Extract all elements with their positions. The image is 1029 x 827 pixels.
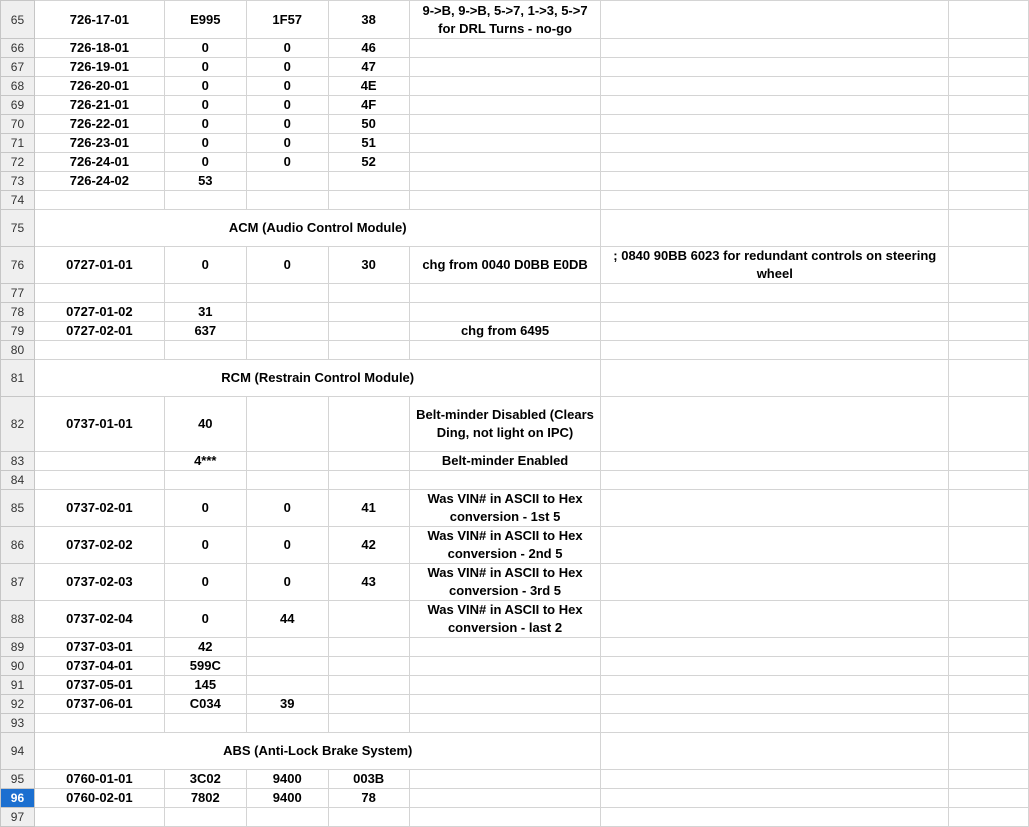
cell-g[interactable] [949, 1, 1029, 39]
cell-d[interactable]: 43 [328, 564, 409, 601]
cell-b[interactable]: 637 [164, 322, 246, 341]
cell-c[interactable]: 0 [246, 77, 328, 96]
cell-f[interactable] [601, 39, 949, 58]
cell-d[interactable] [328, 638, 409, 657]
cell-c[interactable]: 39 [246, 695, 328, 714]
table-row [1, 490, 1029, 527]
cell-d[interactable] [328, 714, 409, 733]
cell-b[interactable]: 0 [164, 601, 246, 638]
table-row [1, 733, 1029, 770]
row-header[interactable]: 80 [1, 341, 35, 360]
cell-g[interactable] [949, 695, 1029, 714]
cell-f[interactable] [601, 115, 949, 134]
cell-b[interactable]: 3C02 [164, 770, 246, 789]
row-header[interactable]: 89 [1, 638, 35, 657]
cell-d[interactable] [328, 657, 409, 676]
cell-b[interactable]: 0 [164, 134, 246, 153]
cell-c[interactable]: 0 [246, 115, 328, 134]
cell-f[interactable] [601, 527, 949, 564]
cell-c[interactable] [246, 657, 328, 676]
cell-b[interactable]: 0 [164, 115, 246, 134]
table-row [1, 360, 1029, 397]
cell-g[interactable] [949, 527, 1029, 564]
cell-f[interactable] [601, 601, 949, 638]
table-row [1, 601, 1029, 638]
cell-e[interactable] [409, 115, 601, 134]
cell-f[interactable] [601, 676, 949, 695]
cell-f[interactable] [601, 172, 949, 191]
table-row [1, 172, 1029, 191]
cell-a[interactable]: 0760-02-01 [34, 789, 164, 808]
cell-g[interactable] [949, 153, 1029, 172]
cell-f[interactable] [601, 1, 949, 39]
cell-g[interactable] [949, 341, 1029, 360]
row-header[interactable]: 78 [1, 303, 35, 322]
table-row [1, 527, 1029, 564]
table-row [1, 247, 1029, 284]
cell-c[interactable]: 0 [246, 96, 328, 115]
cell-g[interactable] [949, 322, 1029, 341]
cell-b[interactable]: 145 [164, 676, 246, 695]
cell-c[interactable] [246, 452, 328, 471]
table-row [1, 153, 1029, 172]
row-header[interactable]: 70 [1, 115, 35, 134]
cell-b[interactable]: 0 [164, 564, 246, 601]
cell-e[interactable] [409, 471, 601, 490]
cell-f[interactable] [601, 96, 949, 115]
row-header[interactable]: 83 [1, 452, 35, 471]
cell-g[interactable] [949, 172, 1029, 191]
cell-f[interactable] [601, 134, 949, 153]
cell-b[interactable]: 0 [164, 58, 246, 77]
row-header[interactable]: 66 [1, 39, 35, 58]
cell-a[interactable]: 0760-01-01 [34, 770, 164, 789]
cell-a[interactable]: 0737-05-01 [34, 676, 164, 695]
cell-a[interactable]: 0737-02-04 [34, 601, 164, 638]
cell-e[interactable] [409, 284, 601, 303]
row-header[interactable]: 79 [1, 322, 35, 341]
row-header[interactable]: 90 [1, 657, 35, 676]
cell-d[interactable] [328, 676, 409, 695]
row-header[interactable]: 87 [1, 564, 35, 601]
table-row [1, 657, 1029, 676]
cell-e[interactable] [409, 789, 601, 808]
table-row [1, 134, 1029, 153]
cell-c[interactable]: 1F57 [246, 1, 328, 39]
cell-b[interactable]: 0 [164, 96, 246, 115]
cell-d[interactable]: 46 [328, 39, 409, 58]
row-header[interactable]: 93 [1, 714, 35, 733]
cell-d[interactable] [328, 303, 409, 322]
row-header[interactable]: 92 [1, 695, 35, 714]
cell-d[interactable]: 38 [328, 1, 409, 39]
row-header[interactable]: 69 [1, 96, 35, 115]
table-row [1, 58, 1029, 77]
cell-a[interactable]: 0727-01-01 [34, 247, 164, 284]
row-header[interactable]: 91 [1, 676, 35, 695]
cell-d[interactable]: 4F [328, 96, 409, 115]
cell-b[interactable]: 599C [164, 657, 246, 676]
row-header[interactable]: 88 [1, 601, 35, 638]
cell-b[interactable]: 7802 [164, 789, 246, 808]
cell-c[interactable]: 0 [246, 564, 328, 601]
cell-b[interactable]: 0 [164, 490, 246, 527]
cell-g[interactable] [949, 638, 1029, 657]
cell-e[interactable] [409, 172, 601, 191]
cell-g[interactable] [949, 808, 1029, 827]
cell-c[interactable] [246, 676, 328, 695]
cell-d[interactable]: 78 [328, 789, 409, 808]
table-row [1, 638, 1029, 657]
cell-e[interactable]: 9->B, 9->B, 5->7, 1->3, 5->7 for DRL Turns - no-go [409, 1, 601, 39]
cell-e[interactable] [409, 808, 601, 827]
table-row [1, 341, 1029, 360]
cell-d[interactable]: 42 [328, 527, 409, 564]
cell-g[interactable] [949, 360, 1029, 397]
cell-f[interactable] [601, 657, 949, 676]
cell-d[interactable] [328, 322, 409, 341]
table-row [1, 676, 1029, 695]
cell-e[interactable] [409, 638, 601, 657]
cell-b[interactable]: E995 [164, 1, 246, 39]
cell-a[interactable]: 0727-02-01 [34, 322, 164, 341]
cell-g[interactable] [949, 733, 1029, 770]
table-row [1, 39, 1029, 58]
cell-g[interactable] [949, 303, 1029, 322]
cell-c[interactable]: 0 [246, 247, 328, 284]
table-row [1, 471, 1029, 490]
cell-f[interactable] [601, 564, 949, 601]
table-row [1, 789, 1029, 808]
cell-b[interactable]: 4*** [164, 452, 246, 471]
cell-d[interactable] [328, 695, 409, 714]
cell-f[interactable] [601, 638, 949, 657]
row-header[interactable]: 94 [1, 733, 35, 770]
cell-a[interactable]: 726-19-01 [34, 58, 164, 77]
cell-d[interactable] [328, 341, 409, 360]
row-header[interactable]: 97 [1, 808, 35, 827]
cell-a[interactable]: 0737-03-01 [34, 638, 164, 657]
cell-e[interactable]: Was VIN# in ASCII to Hex conversion - last 2 [409, 601, 601, 638]
section-title-cell[interactable]: ABS (Anti-Lock Brake System) [34, 733, 600, 770]
cell-f[interactable] [601, 490, 949, 527]
cell-d[interactable] [328, 172, 409, 191]
cell-c[interactable]: 44 [246, 601, 328, 638]
cell-c[interactable] [246, 284, 328, 303]
cell-d[interactable]: 30 [328, 247, 409, 284]
cell-e[interactable] [409, 77, 601, 96]
table-row [1, 77, 1029, 96]
cell-b[interactable] [164, 284, 246, 303]
cell-g[interactable] [949, 770, 1029, 789]
cell-f[interactable] [601, 789, 949, 808]
cell-g[interactable] [949, 210, 1029, 247]
table-row [1, 397, 1029, 452]
cell-g[interactable] [949, 134, 1029, 153]
row-header[interactable]: 85 [1, 490, 35, 527]
cell-a[interactable] [34, 714, 164, 733]
row-header[interactable]: 74 [1, 191, 35, 210]
cell-e[interactable]: Was VIN# in ASCII to Hex conversion - 1st 5 [409, 490, 601, 527]
cell-g[interactable] [949, 247, 1029, 284]
cell-a[interactable] [34, 808, 164, 827]
cell-d[interactable]: 52 [328, 153, 409, 172]
row-header[interactable]: 67 [1, 58, 35, 77]
cell-b[interactable]: 0 [164, 527, 246, 564]
cell-c[interactable]: 0 [246, 134, 328, 153]
cell-b[interactable]: 0 [164, 153, 246, 172]
cell-b[interactable]: 42 [164, 638, 246, 657]
cell-f[interactable] [601, 191, 949, 210]
cell-f[interactable] [601, 284, 949, 303]
cell-c[interactable] [246, 172, 328, 191]
row-header[interactable]: 68 [1, 77, 35, 96]
cell-b[interactable]: 0 [164, 247, 246, 284]
cell-f[interactable] [601, 58, 949, 77]
cell-e[interactable] [409, 770, 601, 789]
cell-f[interactable] [601, 733, 949, 770]
cell-d[interactable]: 51 [328, 134, 409, 153]
cell-b[interactable] [164, 341, 246, 360]
cell-f[interactable] [601, 322, 949, 341]
cell-f[interactable]: ; 0840 90BB 6023 for redundant controls on steering wheel [601, 247, 949, 284]
cell-g[interactable] [949, 789, 1029, 808]
cell-c[interactable] [246, 397, 328, 452]
row-header[interactable]: 81 [1, 360, 35, 397]
cell-e[interactable]: Was VIN# in ASCII to Hex conversion - 2nd 5 [409, 527, 601, 564]
row-header[interactable]: 73 [1, 172, 35, 191]
cell-a[interactable]: 726-23-01 [34, 134, 164, 153]
cell-c[interactable] [246, 322, 328, 341]
cell-a[interactable] [34, 191, 164, 210]
cell-c[interactable]: 9400 [246, 789, 328, 808]
row-header[interactable]: 76 [1, 247, 35, 284]
cell-d[interactable]: 47 [328, 58, 409, 77]
row-header[interactable]: 75 [1, 210, 35, 247]
table-row [1, 1, 1029, 39]
cell-g[interactable] [949, 77, 1029, 96]
cell-g[interactable] [949, 284, 1029, 303]
table-row [1, 695, 1029, 714]
cell-a[interactable]: 0727-01-02 [34, 303, 164, 322]
cell-d[interactable] [328, 284, 409, 303]
row-header[interactable]: 77 [1, 284, 35, 303]
cell-f[interactable] [601, 303, 949, 322]
table-row [1, 303, 1029, 322]
table-row [1, 808, 1029, 827]
cell-e[interactable]: Was VIN# in ASCII to Hex conversion - 3rd 5 [409, 564, 601, 601]
cell-a[interactable] [34, 452, 164, 471]
cell-d[interactable] [328, 601, 409, 638]
cell-a[interactable]: 726-21-01 [34, 96, 164, 115]
cell-e[interactable]: Belt-minder Enabled [409, 452, 601, 471]
cell-g[interactable] [949, 58, 1029, 77]
cell-a[interactable]: 726-20-01 [34, 77, 164, 96]
cell-c[interactable]: 0 [246, 58, 328, 77]
cell-b[interactable]: C034 [164, 695, 246, 714]
row-header[interactable]: 96 [1, 789, 35, 808]
cell-e[interactable] [409, 134, 601, 153]
cell-b[interactable]: 0 [164, 39, 246, 58]
cell-a[interactable]: 0737-02-03 [34, 564, 164, 601]
cell-e[interactable] [409, 676, 601, 695]
table-row [1, 714, 1029, 733]
cell-e[interactable]: chg from 6495 [409, 322, 601, 341]
cell-a[interactable]: 0737-06-01 [34, 695, 164, 714]
cell-b[interactable] [164, 714, 246, 733]
cell-c[interactable] [246, 638, 328, 657]
cell-e[interactable] [409, 657, 601, 676]
section-title-cell[interactable]: RCM (Restrain Control Module) [34, 360, 600, 397]
cell-f[interactable] [601, 210, 949, 247]
cell-a[interactable]: 726-24-02 [34, 172, 164, 191]
cell-g[interactable] [949, 452, 1029, 471]
cell-c[interactable] [246, 303, 328, 322]
cell-d[interactable]: 41 [328, 490, 409, 527]
table-row [1, 191, 1029, 210]
cell-c[interactable] [246, 341, 328, 360]
cell-g[interactable] [949, 564, 1029, 601]
cell-g[interactable] [949, 115, 1029, 134]
cell-e[interactable] [409, 303, 601, 322]
cell-b[interactable]: 53 [164, 172, 246, 191]
table-row [1, 564, 1029, 601]
cell-g[interactable] [949, 676, 1029, 695]
cell-f[interactable] [601, 714, 949, 733]
row-header[interactable]: 72 [1, 153, 35, 172]
cell-d[interactable] [328, 191, 409, 210]
cell-b[interactable] [164, 808, 246, 827]
cell-a[interactable]: 726-22-01 [34, 115, 164, 134]
cell-d[interactable]: 003B [328, 770, 409, 789]
cell-a[interactable] [34, 471, 164, 490]
cell-f[interactable] [601, 77, 949, 96]
cell-e[interactable] [409, 58, 601, 77]
cell-c[interactable]: 0 [246, 153, 328, 172]
cell-a[interactable]: 726-18-01 [34, 39, 164, 58]
row-header[interactable]: 82 [1, 397, 35, 452]
cell-a[interactable]: 0737-02-02 [34, 527, 164, 564]
row-header[interactable]: 65 [1, 1, 35, 39]
cell-d[interactable]: 4E [328, 77, 409, 96]
cell-c[interactable]: 9400 [246, 770, 328, 789]
cell-g[interactable] [949, 39, 1029, 58]
cell-f[interactable] [601, 341, 949, 360]
cell-b[interactable]: 40 [164, 397, 246, 452]
cell-g[interactable] [949, 96, 1029, 115]
row-header[interactable]: 95 [1, 770, 35, 789]
table-row [1, 322, 1029, 341]
cell-a[interactable] [34, 341, 164, 360]
row-header[interactable]: 84 [1, 471, 35, 490]
cell-c[interactable]: 0 [246, 490, 328, 527]
cell-d[interactable] [328, 397, 409, 452]
cell-a[interactable]: 0737-04-01 [34, 657, 164, 676]
section-title-cell[interactable]: ACM (Audio Control Module) [34, 210, 600, 247]
cell-c[interactable] [246, 191, 328, 210]
cell-g[interactable] [949, 657, 1029, 676]
cell-a[interactable]: 0737-01-01 [34, 397, 164, 452]
row-header[interactable]: 71 [1, 134, 35, 153]
cell-e[interactable]: chg from 0040 D0BB E0DB [409, 247, 601, 284]
cell-f[interactable] [601, 153, 949, 172]
table-row [1, 770, 1029, 789]
cell-c[interactable] [246, 808, 328, 827]
cell-g[interactable] [949, 191, 1029, 210]
cell-d[interactable] [328, 452, 409, 471]
cell-b[interactable] [164, 471, 246, 490]
cell-d[interactable] [328, 471, 409, 490]
cell-a[interactable]: 726-24-01 [34, 153, 164, 172]
cell-c[interactable]: 0 [246, 527, 328, 564]
cell-c[interactable] [246, 471, 328, 490]
cell-g[interactable] [949, 471, 1029, 490]
table-row [1, 210, 1029, 247]
table-row [1, 96, 1029, 115]
cell-f[interactable] [601, 452, 949, 471]
cell-d[interactable]: 50 [328, 115, 409, 134]
cell-a[interactable]: 0737-02-01 [34, 490, 164, 527]
table-row [1, 284, 1029, 303]
cell-e[interactable] [409, 341, 601, 360]
cell-e[interactable] [409, 39, 601, 58]
cell-d[interactable] [328, 808, 409, 827]
cell-f[interactable] [601, 808, 949, 827]
cell-e[interactable] [409, 96, 601, 115]
cell-f[interactable] [601, 471, 949, 490]
cell-c[interactable] [246, 714, 328, 733]
cell-a[interactable] [34, 284, 164, 303]
cell-g[interactable] [949, 490, 1029, 527]
cell-e[interactable]: Belt-minder Disabled (Clears Ding, not light on IPC) [409, 397, 601, 452]
cell-b[interactable]: 31 [164, 303, 246, 322]
cell-e[interactable] [409, 714, 601, 733]
cell-e[interactable] [409, 153, 601, 172]
cell-f[interactable] [601, 770, 949, 789]
cell-g[interactable] [949, 601, 1029, 638]
cell-b[interactable]: 0 [164, 77, 246, 96]
cell-g[interactable] [949, 714, 1029, 733]
row-header[interactable]: 86 [1, 527, 35, 564]
cell-f[interactable] [601, 695, 949, 714]
cell-f[interactable] [601, 360, 949, 397]
cell-b[interactable] [164, 191, 246, 210]
cell-f[interactable] [601, 397, 949, 452]
table-row [1, 452, 1029, 471]
cell-e[interactable] [409, 695, 601, 714]
cell-e[interactable] [409, 191, 601, 210]
cell-c[interactable]: 0 [246, 39, 328, 58]
cell-a[interactable]: 726-17-01 [34, 1, 164, 39]
table-row [1, 115, 1029, 134]
cell-g[interactable] [949, 397, 1029, 452]
